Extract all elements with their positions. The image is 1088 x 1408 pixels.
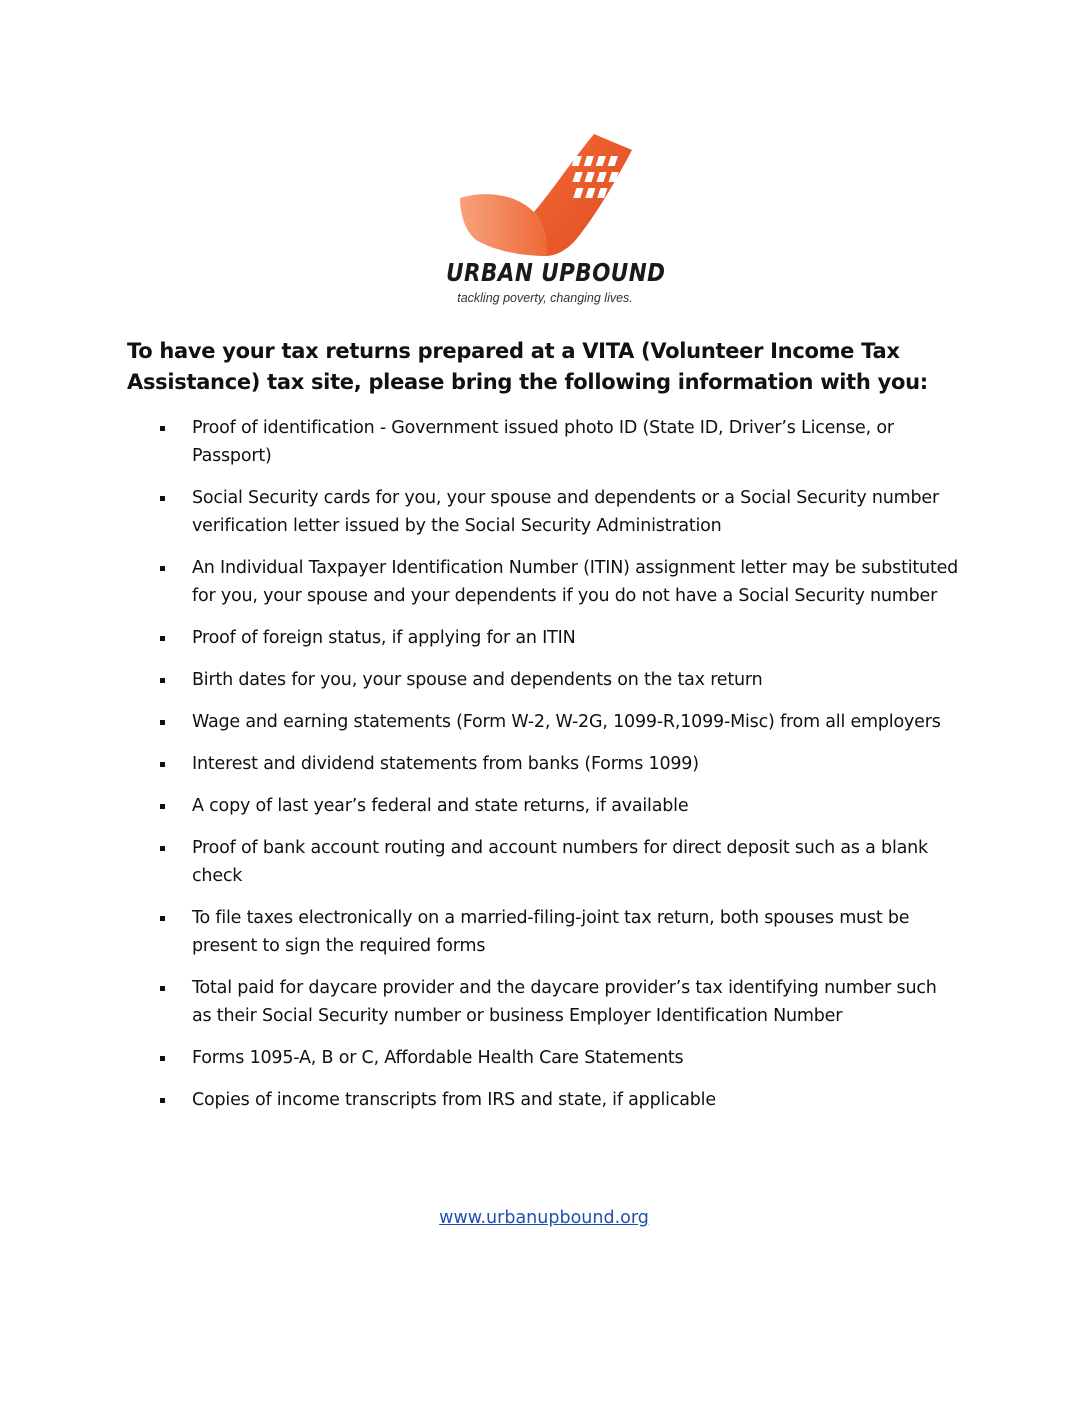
bullet-icon bbox=[160, 678, 165, 683]
bullet-icon bbox=[160, 846, 165, 851]
list-item-text: An Individual Taxpayer Identification Number (ITIN) assignment letter may be substituted for you, your spouse and your dependents if you do not have a Social Security number bbox=[192, 558, 959, 606]
bullet-icon bbox=[160, 496, 165, 501]
building-logo-icon bbox=[456, 128, 636, 258]
bullet-icon bbox=[160, 804, 165, 809]
list-item-text: Proof of foreign status, if applying for an ITIN bbox=[192, 628, 576, 648]
list-item bbox=[160, 792, 960, 820]
list-item-text: A copy of last year’s federal and state returns, if available bbox=[192, 796, 689, 816]
list-item-text: Total paid for daycare provider and the daycare provider’s tax identifying number such as their Social Security number or business Employer Identification Number bbox=[192, 978, 937, 1026]
list-item bbox=[160, 750, 960, 778]
list-item bbox=[160, 1086, 960, 1114]
list-item-text: Copies of income transcripts from IRS and state, if applicable bbox=[192, 1090, 716, 1110]
bullet-icon bbox=[160, 636, 165, 641]
list-item-text: Proof of identification - Government issued photo ID (State ID, Driver’s License, or Passport) bbox=[192, 418, 894, 466]
requirements-list bbox=[160, 414, 960, 1128]
bullet-icon bbox=[160, 1098, 165, 1103]
list-item-text: To file taxes electronically on a married-filing-joint tax return, both spouses must be present to sign the required forms bbox=[192, 908, 910, 956]
page-heading: To have your tax returns prepared at a VITA (Volunteer Income Tax Assistance) tax site, please bring the following information with you: bbox=[127, 339, 928, 394]
list-item bbox=[160, 708, 960, 736]
list-item bbox=[160, 624, 960, 652]
list-item bbox=[160, 834, 960, 890]
list-item bbox=[160, 554, 960, 610]
list-item bbox=[160, 484, 960, 540]
bullet-icon bbox=[160, 566, 165, 571]
bullet-icon bbox=[160, 426, 165, 431]
list-item bbox=[160, 1044, 960, 1072]
list-item bbox=[160, 904, 960, 960]
bullet-icon bbox=[160, 986, 165, 991]
list-item-text: Forms 1095-A, B or C, Affordable Health Care Statements bbox=[192, 1048, 684, 1068]
list-item-text: Birth dates for you, your spouse and dependents on the tax return bbox=[192, 670, 763, 690]
list-item-text: Wage and earning statements (Form W-2, W-2G, 1099-R,1099-Misc) from all employers bbox=[192, 712, 941, 732]
bullet-icon bbox=[160, 720, 165, 725]
list-item bbox=[160, 974, 960, 1030]
bullet-icon bbox=[160, 762, 165, 767]
list-item bbox=[160, 666, 960, 694]
brand-tagline: tackling poverty, changing lives. bbox=[457, 291, 633, 305]
list-item-text: Proof of bank account routing and account numbers for direct deposit such as a blank check bbox=[192, 838, 928, 886]
list-item bbox=[160, 414, 960, 470]
website-footer bbox=[0, 1204, 1088, 1232]
bullet-icon bbox=[160, 916, 165, 921]
list-item-text: Interest and dividend statements from banks (Forms 1099) bbox=[192, 754, 699, 774]
list-item-text: Social Security cards for you, your spouse and dependents or a Social Security number verification letter issued by the Social Security Administration bbox=[192, 488, 939, 536]
brand-logo bbox=[430, 128, 666, 318]
brand-name: URBAN UPBOUND bbox=[446, 258, 666, 287]
bullet-icon bbox=[160, 1056, 165, 1061]
website-link[interactable]: www.urbanupbound.org bbox=[439, 1208, 649, 1228]
